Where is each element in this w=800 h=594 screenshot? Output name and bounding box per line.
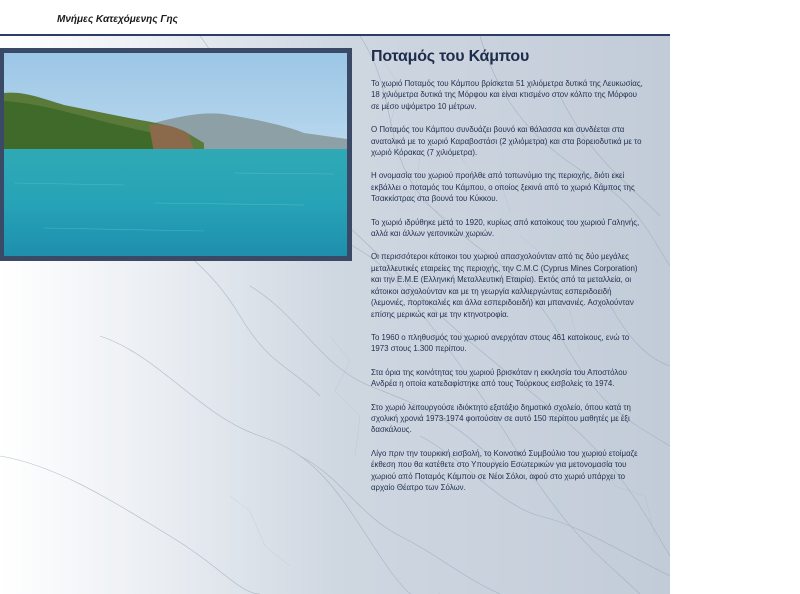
page-header [0,0,670,36]
article-paragraph: Το 1960 ο πληθυσμός του χωριού ανερχόταν στους 461 κατοίκους, ενώ το 1973 στους 1.300 περίπου. [371,332,630,354]
article-paragraph: Η ονομασία του χωριού προήλθε από τοπωνύμιο της περιοχής, διότι εκεί εκβάλλει ο ποταμός του Κάμπου, ο οποίος ξεκινά από το χωριό Κάμπος της Τσακκίστρας στα βουνά του Κύκκου. [371,171,635,204]
article-paragraph: Λίγο πριν την τουρκική εισβολή, το Κοινοτικό Συμβούλιο του χωριού ετοίμαζε έκθεση που θα κατέθετε στο Υπουργείο Εσωτερικών για μετονομασία του χωριού από Ποταμός Κάμπου σε Νέοι Σόλοι, αφού στο χωριό υπάρχει το αρχαίο Θέατρο των Σόλων. [371,448,638,492]
coast-photo [4,53,347,256]
article-paragraph: Το χωριό ιδρύθηκε μετά το 1920, κυρίως από κατοίκους του χωριού Γαληνής, αλλά και άλλων γειτονικών χωριών. [371,217,640,239]
article-paragraph: Ο Ποταμός του Κάμπου συνδυάζει βουνό και θάλασσα και συνδέεται στα ανατολικά με το χωριό Καραβοστάσι (2 χιλιόμετρα) και στα βορειοδυτικά με το χωριό Κόρακας (7 χιλιόμετρα). [371,125,642,158]
article-paragraph: Το χωριό Ποταμός του Κάμπου βρίσκεται 51 χιλιόμετρα δυτικά της Λευκωσίας, 18 χιλιόμετρα δυτικά της Μόρφου και είναι κτισμένο στον κόλπο της Μόρφου σε μέσο υψόμετρο 10 μέτρων. [371,79,643,111]
header-title: Μνήμες Κατεχόμενης Γης [57,14,178,25]
article-title: Ποταμός του Κάμπου [371,48,530,65]
article-content [371,48,647,505]
photo-frame [0,48,352,261]
article-paragraph: Στα όρια της κοινότητας του χωριού βρισκόταν η εκκλησία του Αποστόλου Ανδρέα η οποία κατεδαφίστηκε από τους Τούρκους εισβολείς το 1974. [371,367,627,389]
coast-photo-image [4,53,347,256]
article-paragraph: Στο χωριό λειτουργούσε ιδιόκτητο εξατάξιο δημοτικό σχολείο, όπου κατά τη σχολική χρονιά 1973-1974 φοιτούσαν σε αυτό 150 περίπου μαθητές με έξι δασκάλους. [371,402,631,435]
article-paragraph: Οι περισσότεροι κάτοικοι του χωριού απασχολούνταν από τις δύο μεγάλες μεταλλευτικές εταιρείες της περιοχής, την C.M.C (Cyprus Mines Corporation) και την Ε.Μ.Ε (Ελληνική Μεταλλευτική Εταιρία). Εκτός από τα μεταλλεία, οι κάτοικοι ασχολούνταν και με τη γεωργία καλλιεργώντας εσπεριδοειδή (λεμονιές, πορτοκαλιές και άλλα εσπεριδοειδή) και μπανανιές. Ασχολούνταν επίσης μερικώς και με την κτηνοτροφία. [371,252,638,319]
